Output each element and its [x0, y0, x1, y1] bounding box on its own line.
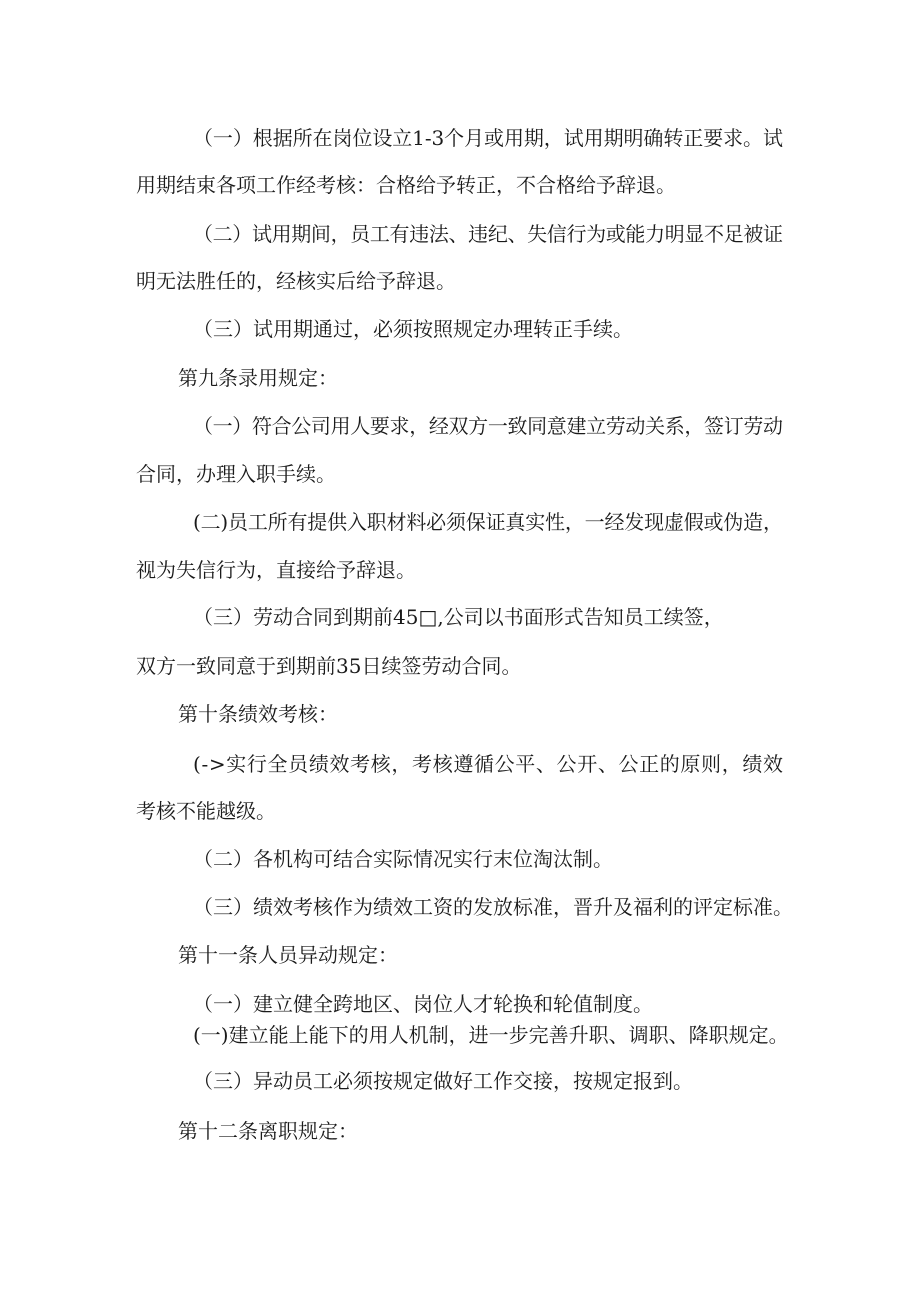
clause-transfer-1: （一）建立健全跨地区、岗位人才轮换和轮值制度。: [193, 992, 653, 1016]
clause-probation-2: （二）试用期间，员工有违法、违纪、失信行为或能力明显不足被证: [193, 222, 783, 246]
clause-probation-2-cont: 明无法胜任的，经核实后给予辞退。: [136, 269, 456, 293]
clause-hiring-2: (二)员工所有提供入职材料必须保证真实性，一经发现虚假或伪造，: [193, 510, 783, 534]
article-12-heading: 第十二条离职规定：: [178, 1119, 358, 1143]
clause-hiring-3: （三）劳动合同到期前45□,公司以书面形式告知员工续签，: [193, 605, 724, 629]
clause-performance-3: （三）绩效考核作为绩效工资的发放标准，晋升及福利的评定标准。: [193, 895, 793, 919]
article-11-heading: 第十一条人员异动规定：: [178, 943, 398, 967]
article-10-heading: 第十条绩效考核：: [178, 702, 338, 726]
clause-hiring-3-cont: 双方一致同意于到期前35日续签劳动合同。: [136, 654, 522, 678]
clause-hiring-1: （一）符合公司用人要求，经双方一致同意建立劳动关系，签订劳动: [193, 414, 783, 438]
clause-transfer-3: （三）异动员工必须按规定做好工作交接，按规定报到。: [193, 1069, 693, 1093]
clause-performance-2: （二）各机构可结合实际情况实行末位淘汰制。: [193, 847, 613, 871]
clause-probation-1: （一）根据所在岗位设立1-3个月或用期，试用期明确转正要求。试: [193, 126, 783, 150]
clause-performance-1-cont: 考核不能越级。: [136, 799, 276, 823]
clause-hiring-1-cont: 合同，办理入职手续。: [136, 462, 336, 486]
clause-hiring-2-cont: 视为失信行为，直接给予辞退。: [136, 558, 416, 582]
clause-probation-3: （三）试用期通过，必须按照规定办理转正手续。: [193, 317, 633, 341]
clause-transfer-2: (一)建立能上能下的用人机制，进一步完善升职、调职、降职规定。: [193, 1023, 789, 1047]
article-9-heading: 第九条录用规定：: [178, 366, 338, 390]
clause-performance-1: (->实行全员绩效考核，考核遵循公平、公开、公正的原则，绩效: [193, 752, 784, 776]
clause-probation-1-cont: 用期结束各项工作经考核：合格给予转正，不合格给予辞退。: [136, 173, 676, 197]
